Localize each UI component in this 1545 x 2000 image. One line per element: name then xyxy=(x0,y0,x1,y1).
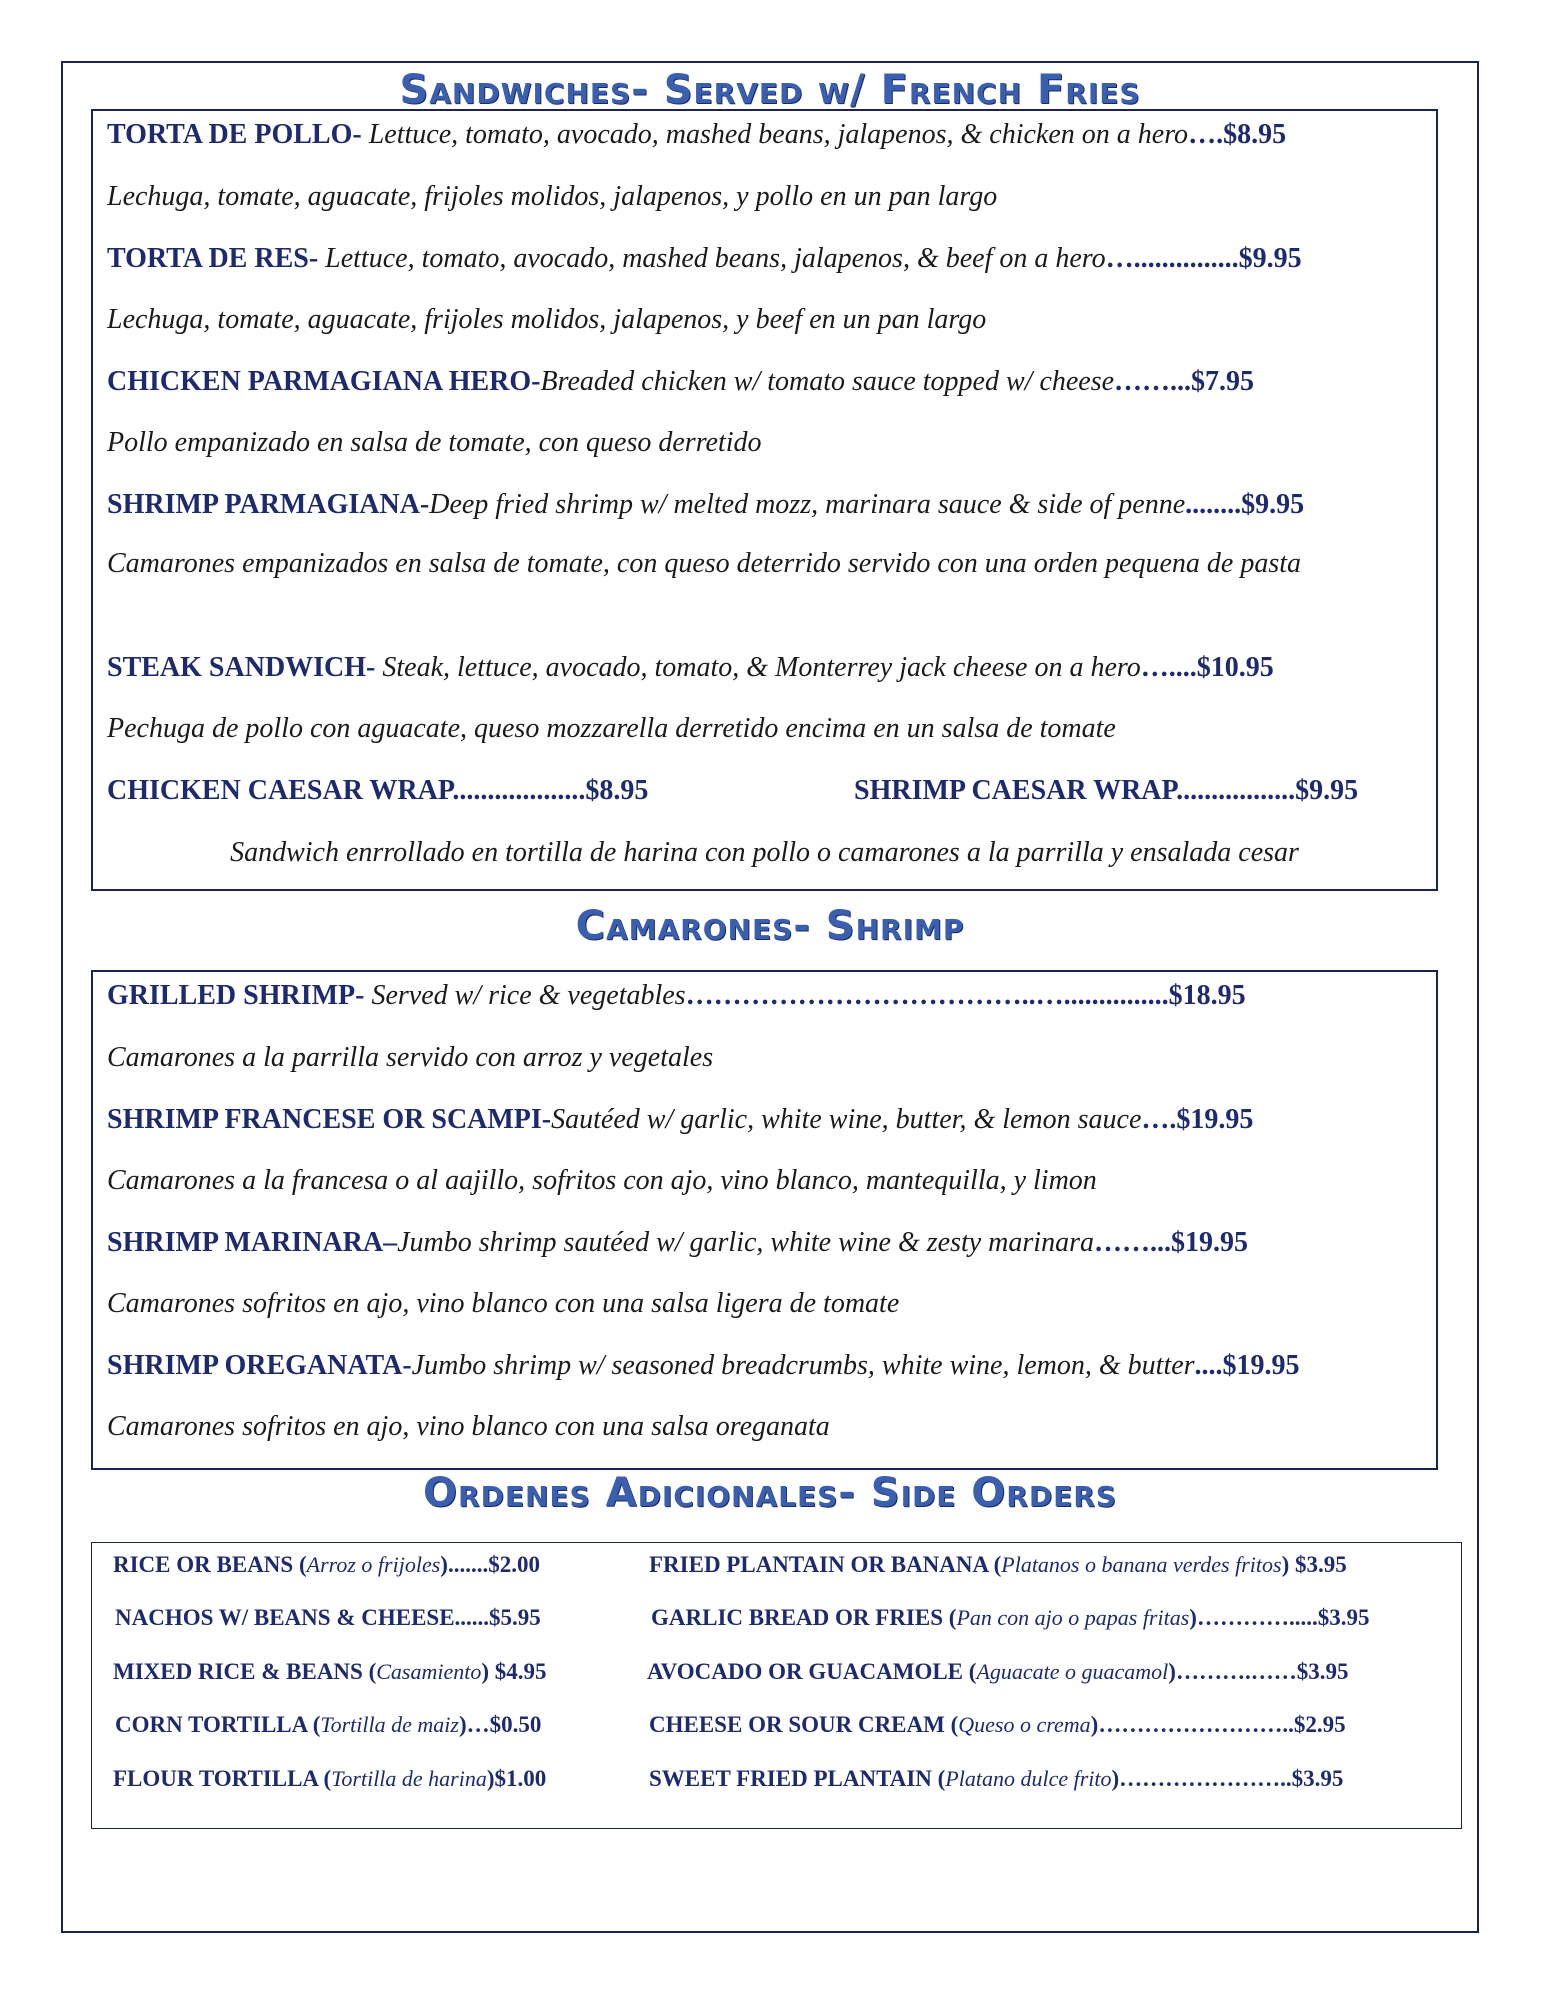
item-price: $19.95 xyxy=(1170,1227,1248,1258)
side-item-name: FLOUR TORTILLA ( xyxy=(113,1766,332,1791)
leader-dots: ........ xyxy=(1185,489,1242,520)
side-item-name: SWEET FRIED PLANTAIN ( xyxy=(649,1766,946,1791)
menu-item-chicken-caesar-wrap xyxy=(107,775,648,806)
spanish-text: Sandwich enrrollado en tortilla de harina con pollo o camarones a la parrilla y ensalada cesar xyxy=(230,837,1299,868)
spanish-text: Camarones empanizados en salsa de tomate, con queso deterrido servido con una orden pequena de pasta xyxy=(107,548,1301,579)
item-price: $9.95 xyxy=(1295,775,1359,806)
side-item-name: MIXED RICE & BEANS ( xyxy=(113,1659,377,1684)
leader-dots: ……... xyxy=(1114,366,1192,397)
item-description: Deep fried shrimp w/ melted mozz, marinara sauce & side of penne xyxy=(429,489,1186,520)
side-item-price: )……….……$3.95 xyxy=(1168,1659,1349,1684)
sandwiches-section-title: Sandwiches- Served w/ French Fries xyxy=(399,67,1141,113)
item-name: CHICKEN CAESAR WRAP xyxy=(107,775,453,806)
side-item-price: )………….....$3.95 xyxy=(1189,1605,1370,1630)
side-item-cheese-sour-cream xyxy=(649,1710,1346,1740)
side-item-price: ......$5.95 xyxy=(454,1605,541,1630)
item-spanish-description xyxy=(107,302,1422,338)
item-price: $9.95 xyxy=(1238,243,1302,274)
shrimp-section-title: Camarones- Shrimp xyxy=(575,903,965,949)
side-item-price: ).......$2.00 xyxy=(440,1552,540,1577)
spanish-text: Camarones sofritos en ajo, vino blanco con una salsa oreganata xyxy=(107,1411,830,1442)
item-name: SHRIMP PARMAGIANA- xyxy=(107,489,430,520)
side-item-price: )$1.00 xyxy=(486,1766,547,1791)
side-item-name: CORN TORTILLA ( xyxy=(115,1712,321,1737)
spanish-text: Lechuga, tomate, aguacate, frijoles molidos, jalapenos, y pollo en un pan largo xyxy=(107,181,998,212)
side-item-corn-tortilla xyxy=(115,1710,541,1740)
item-spanish-description xyxy=(107,1409,1422,1445)
side-item-garlic-bread-fries xyxy=(651,1603,1369,1633)
side-item-price: ) $3.95 xyxy=(1281,1552,1347,1577)
item-spanish-description xyxy=(107,711,1422,747)
side-item-spanish: Aguacate o guacamol xyxy=(976,1659,1169,1684)
item-price: $19.95 xyxy=(1176,1104,1254,1135)
item-price: $8.95 xyxy=(585,775,649,806)
side-item-price: )…$0.50 xyxy=(458,1712,542,1737)
item-spanish-description xyxy=(107,425,1422,461)
side-item-name: NACHOS W/ BEANS & CHEESE xyxy=(115,1605,455,1630)
spanish-text: Pechuga de pollo con aguacate, queso mozzarella derretido encima en un salsa de tomate xyxy=(107,713,1116,744)
menu-item-shrimp-caesar-wrap xyxy=(854,773,1358,809)
item-description: Breaded chicken w/ tomato sauce topped w/ cheese xyxy=(540,366,1115,397)
side-item-name: AVOCADO OR GUACAMOLE ( xyxy=(647,1659,977,1684)
side-item-sweet-fried-plantain xyxy=(649,1764,1343,1794)
item-spanish-description xyxy=(107,1040,1422,1076)
item-description: Sautéed w/ garlic, white wine, butter, & lemon sauce xyxy=(551,1104,1142,1135)
leader-dots: …. xyxy=(1188,119,1224,150)
item-name: TORTA DE RES- xyxy=(107,243,319,274)
sides-box xyxy=(91,1542,1462,1829)
menu-item-shrimp-francese-or-scampi xyxy=(107,1102,1422,1138)
menu-item-torta-de-res xyxy=(107,241,1422,277)
side-item-fried-plantain xyxy=(649,1550,1347,1580)
menu-item-grilled-shrimp xyxy=(107,978,1422,1014)
item-name: TORTA DE POLLO- xyxy=(107,119,362,150)
leader-dots: …............... xyxy=(1105,243,1239,274)
side-item-mixed-rice-beans xyxy=(113,1657,547,1687)
item-price: $7.95 xyxy=(1191,366,1255,397)
item-description: Jumbo shrimp w/ seasoned breadcrumbs, white wine, lemon, & butter xyxy=(411,1350,1195,1381)
sandwiches-box xyxy=(91,109,1438,891)
leader-dots: .... xyxy=(1194,1350,1223,1381)
spanish-text: Camarones a la francesa o al aajillo, sofritos con ajo, vino blanco, mantequilla, y limon xyxy=(107,1165,1097,1196)
side-item-name: RICE OR BEANS ( xyxy=(113,1552,307,1577)
menu-item-shrimp-parmagiana xyxy=(107,487,1422,523)
item-price: $18.95 xyxy=(1168,980,1246,1011)
item-name: SHRIMP CAESAR WRAP xyxy=(854,775,1177,806)
menu-item-shrimp-marinara xyxy=(107,1225,1422,1261)
item-price: $8.95 xyxy=(1223,119,1287,150)
side-item-nachos xyxy=(115,1603,541,1633)
side-item-price: )…………………..$3.95 xyxy=(1111,1766,1344,1791)
side-item-spanish: Queso o crema xyxy=(958,1712,1091,1737)
spanish-text: Camarones sofritos en ajo, vino blanco con una salsa ligera de tomate xyxy=(107,1288,900,1319)
item-description: Lettuce, tomato, avocado, mashed beans, jalapenos, & beef on a hero xyxy=(318,243,1106,274)
side-item-spanish: Casamiento xyxy=(376,1659,482,1684)
shrimp-box xyxy=(91,970,1438,1470)
menu-item-steak-sandwich xyxy=(107,650,1422,686)
item-price: $19.95 xyxy=(1222,1350,1300,1381)
side-item-spanish: Platanos o banana verdes fritos xyxy=(1001,1552,1282,1577)
spanish-text: Camarones a la parrilla servido con arroz y vegetales xyxy=(107,1042,714,1073)
item-name: SHRIMP FRANCESE OR SCAMPI- xyxy=(107,1104,552,1135)
item-description: Served w/ rice & vegetables xyxy=(364,980,686,1011)
leader-dots: ….... xyxy=(1140,652,1197,683)
item-name: SHRIMP MARINARA– xyxy=(107,1227,398,1258)
item-name: STEAK SANDWICH- xyxy=(107,652,376,683)
menu-item-chicken-parmagiana-hero xyxy=(107,364,1422,400)
menu-item-torta-de-pollo xyxy=(107,117,1422,153)
leader-dots: …. xyxy=(1141,1104,1177,1135)
item-spanish-description xyxy=(107,1286,1422,1322)
leader-dots: ................. xyxy=(1176,775,1296,806)
leader-dots: ................... xyxy=(452,775,586,806)
item-price: $10.95 xyxy=(1196,652,1274,683)
leader-dots: ……... xyxy=(1093,1227,1171,1258)
item-name: CHICKEN PARMAGIANA HERO- xyxy=(107,366,541,397)
side-item-price: )……………………..$2.95 xyxy=(1090,1712,1346,1737)
menu-item-shrimp-oreganata xyxy=(107,1348,1422,1384)
item-price: $9.95 xyxy=(1241,489,1305,520)
spanish-text: Pollo empanizado en salsa de tomate, con queso derretido xyxy=(107,427,762,458)
menu-item-caesar-wraps xyxy=(107,773,1422,809)
item-name: GRILLED SHRIMP- xyxy=(107,980,365,1011)
side-item-name: CHEESE OR SOUR CREAM ( xyxy=(649,1712,959,1737)
side-item-spanish: Pan con ajo o papas fritas xyxy=(956,1605,1190,1630)
sides-section-title: Ordenes Adicionales- Side Orders xyxy=(423,1470,1117,1516)
side-item-spanish: Tortilla de harina xyxy=(331,1766,487,1791)
side-item-spanish: Tortilla de maiz xyxy=(320,1712,459,1737)
side-item-price: ) $4.95 xyxy=(481,1659,547,1684)
side-item-rice-or-beans xyxy=(113,1550,540,1580)
item-spanish-description xyxy=(107,1163,1422,1199)
item-description: Steak, lettuce, avocado, tomato, & Monterrey jack cheese on a hero xyxy=(375,652,1141,683)
side-item-spanish: Arroz o frijoles xyxy=(306,1552,441,1577)
item-name: SHRIMP OREGANATA- xyxy=(107,1350,412,1381)
item-description: Jumbo shrimp sautéed w/ garlic, white wine & zesty marinara xyxy=(397,1227,1094,1258)
item-spanish-description xyxy=(107,543,1422,584)
side-item-avocado-guacamole xyxy=(647,1657,1348,1687)
side-item-flour-tortilla xyxy=(113,1764,546,1794)
item-description: Lettuce, tomato, avocado, mashed beans, jalapenos, & chicken on a hero xyxy=(361,119,1189,150)
leader-dots: ………………………………..…............... xyxy=(685,980,1169,1011)
item-spanish-description xyxy=(107,835,1422,871)
side-item-name: GARLIC BREAD OR FRIES ( xyxy=(651,1605,957,1630)
item-spanish-description xyxy=(107,179,1422,215)
side-item-spanish: Platano dulce frito xyxy=(945,1766,1112,1791)
side-item-name: FRIED PLANTAIN OR BANANA ( xyxy=(649,1552,1002,1577)
spanish-text: Lechuga, tomate, aguacate, frijoles molidos, jalapenos, y beef en un pan largo xyxy=(107,304,987,335)
